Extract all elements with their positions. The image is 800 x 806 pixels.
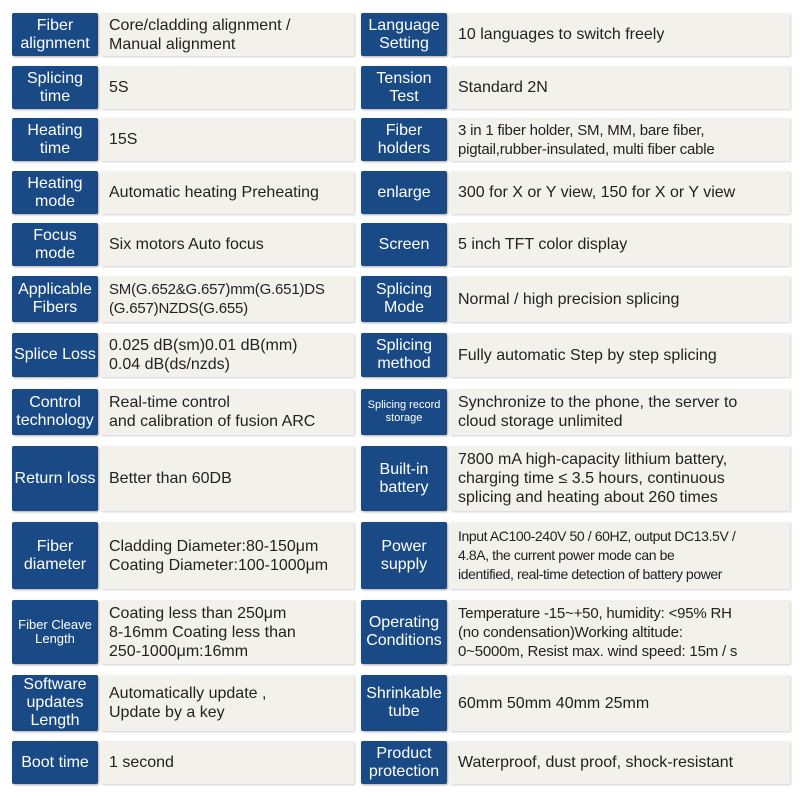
spec-value: Temperature -15~+50, humidity: <95% RH (no condensation)Working altitude: 0~5000m, Resist max. wind speed: 15m / s [450, 600, 790, 664]
spec-row [12, 276, 354, 322]
spec-value: Coating less than 250μm 8-16mm Coating less than 250-1000μm:16mm [101, 600, 354, 664]
spec-value: 1 second [101, 741, 354, 784]
spec-label: Shrinkable tube [361, 675, 447, 731]
spec-value: Waterproof, dust proof, shock-resistant [450, 741, 790, 784]
spec-row [12, 171, 354, 214]
spec-row [361, 171, 790, 214]
spec-label: Tension Test [361, 66, 447, 109]
spec-row [12, 741, 354, 784]
spec-value: Core/cladding alignment / Manual alignment [101, 13, 354, 56]
spec-row [361, 13, 790, 56]
spec-label: Fiber alignment [12, 13, 98, 56]
spec-label: Built-in battery [361, 446, 447, 511]
spec-value: 15S [101, 118, 354, 161]
spec-label: Language Setting [361, 13, 447, 56]
spec-label: Product protection [361, 741, 447, 784]
spec-label: Fiber holders [361, 118, 447, 161]
spec-row [361, 118, 790, 161]
spec-label: Splicing time [12, 66, 98, 109]
spec-value: 300 for X or Y view, 150 for X or Y view [450, 171, 790, 214]
spec-value: SM(G.652&G.657)mm(G.651)DS (G.657)NZDS(G.655) [101, 276, 354, 322]
spec-row [12, 389, 354, 435]
spec-value: Cladding Diameter:80-150μm Coating Diameter:100-1000μm [101, 522, 354, 589]
spec-label: Control technology [12, 389, 98, 435]
spec-row [361, 333, 790, 377]
spec-label: Splicing Mode [361, 276, 447, 322]
spec-value: Automatic heating Preheating [101, 171, 354, 214]
spec-value: Fully automatic Step by step splicing [450, 333, 790, 377]
spec-row [361, 522, 790, 589]
spec-value: 3 in 1 fiber holder, SM, MM, bare fiber, pigtail,rubber-insulated, multi fiber cable [450, 118, 790, 161]
spec-row [361, 675, 790, 731]
spec-value: Automatically update , Update by a key [101, 675, 354, 731]
spec-label: Boot time [12, 741, 98, 784]
spec-row [361, 446, 790, 511]
spec-label: Splicing record storage [361, 389, 447, 435]
spec-row [12, 522, 354, 589]
spec-label: Software updates Length [12, 675, 98, 731]
spec-label: Power supply [361, 522, 447, 589]
spec-label: enlarge [361, 171, 447, 214]
spec-label: Applicable Fibers [12, 276, 98, 322]
spec-value: 0.025 dB(sm)0.01 dB(mm) 0.04 dB(ds/nzds) [101, 333, 354, 377]
spec-row [12, 446, 354, 511]
spec-value: Synchronize to the phone, the server to cloud storage unlimited [450, 389, 790, 435]
spec-label: Splicing method [361, 333, 447, 377]
spec-label: Heating mode [12, 171, 98, 214]
spec-row [361, 276, 790, 322]
spec-value: 10 languages to switch freely [450, 13, 790, 56]
spec-value: 5S [101, 66, 354, 109]
spec-label: Focus mode [12, 223, 98, 266]
spec-row [12, 118, 354, 161]
spec-value: Six motors Auto focus [101, 223, 354, 266]
spec-label: Screen [361, 223, 447, 266]
spec-row [361, 66, 790, 109]
spec-row [12, 600, 354, 664]
spec-value: Real-time control and calibration of fusion ARC [101, 389, 354, 435]
spec-row [12, 333, 354, 377]
spec-label: Fiber diameter [12, 522, 98, 589]
spec-row [12, 13, 354, 56]
spec-value: Standard 2N [450, 66, 790, 109]
spec-row [12, 66, 354, 109]
spec-row [361, 223, 790, 266]
spec-label: Operating Conditions [361, 600, 447, 664]
spec-value: 60mm 50mm 40mm 25mm [450, 675, 790, 731]
spec-value: Normal / high precision splicing [450, 276, 790, 322]
spec-value: Input AC100-240V 50 / 60HZ, output DC13.5V / 4.8A, the current power mode can be identified, real-time detection of battery power [450, 522, 790, 589]
spec-row [12, 223, 354, 266]
spec-row [361, 389, 790, 435]
spec-label: Return loss [12, 446, 98, 511]
spec-row [361, 600, 790, 664]
spec-label: Splice Loss [12, 333, 98, 377]
spec-row [12, 675, 354, 731]
spec-value: 7800 mA high-capacity lithium battery, charging time ≤ 3.5 hours, continuous splicing and heating about 260 times [450, 446, 790, 511]
spec-value: Better than 60DB [101, 446, 354, 511]
spec-value: 5 inch TFT color display [450, 223, 790, 266]
spec-row [361, 741, 790, 784]
spec-label: Fiber Cleave Length [12, 600, 98, 664]
spec-label: Heating time [12, 118, 98, 161]
